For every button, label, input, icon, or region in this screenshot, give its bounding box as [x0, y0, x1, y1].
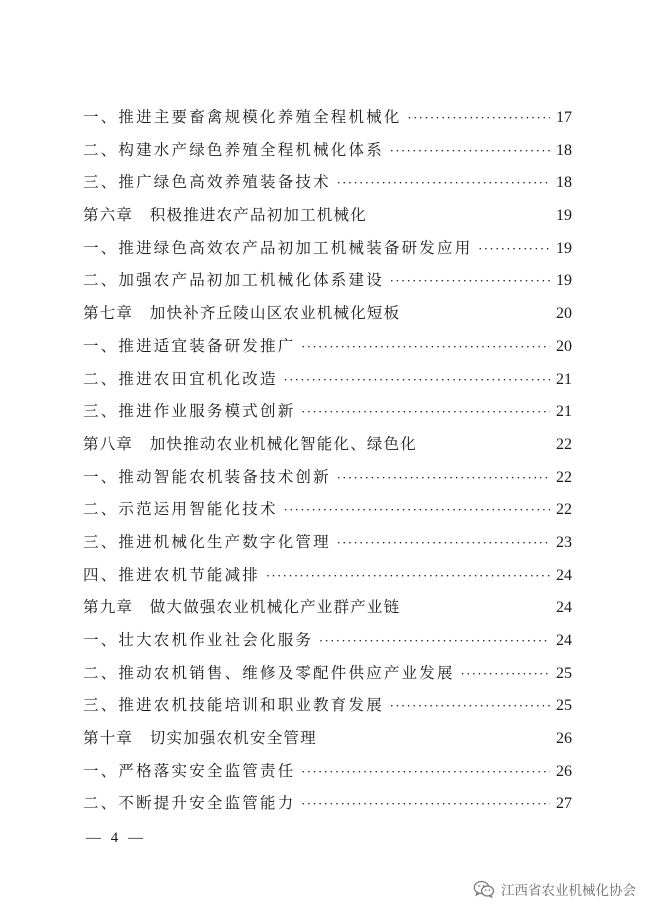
toc-chapter-row	[83, 591, 572, 624]
toc-leader-dots	[337, 167, 550, 200]
wechat-icon	[473, 880, 495, 898]
toc-section-row	[83, 755, 572, 788]
toc-page-number: 21	[556, 403, 572, 421]
toc-section-row	[83, 395, 572, 428]
toc-entry-label: 一、推进主要畜禽规模化养殖全程机械化	[83, 108, 402, 126]
toc-page-number: 23	[556, 533, 572, 551]
wechat-watermark	[473, 879, 636, 899]
toc-entry-label: 第七章 加快补齐丘陵山区农业机械化短板	[83, 304, 401, 323]
toc-section-row	[83, 689, 572, 722]
toc-page-number: 25	[556, 664, 572, 682]
toc-entry-label: 三、推进机械化生产数字化管理	[83, 532, 331, 551]
toc-page-number: 26	[556, 730, 572, 748]
toc-page-number: 19	[556, 207, 572, 225]
toc-leader-dots	[390, 690, 550, 723]
toc-entry-label: 第六章 积极推进农产品初加工机械化	[83, 206, 367, 225]
toc-leader-dots	[390, 265, 550, 298]
toc-page-number: 19	[556, 272, 572, 290]
toc-leader-dots	[301, 331, 550, 364]
toc-leader-dots	[284, 494, 550, 527]
toc-section-row	[83, 232, 572, 265]
toc-entry-label: 第九章 做大做强农业机械化产业群产业链	[83, 598, 401, 617]
toc-page-number: 22	[556, 501, 572, 519]
toc-page-number: 20	[556, 337, 572, 355]
toc-page-number: 19	[556, 239, 572, 257]
toc-entry-label: 三、推进作业服务模式创新	[83, 402, 296, 421]
toc-section-row	[83, 264, 572, 297]
toc-page-number: 24	[556, 632, 572, 649]
toc-section-row	[83, 493, 572, 526]
toc-section-row	[83, 559, 572, 592]
toc-entry-label: 一、推进适宜装备研发推广	[83, 336, 296, 355]
toc-leader-dots	[319, 625, 550, 658]
toc-page-number: 22	[556, 468, 572, 486]
toc-chapter-row	[83, 428, 572, 461]
toc-page-number: 22	[556, 435, 572, 453]
toc-section-row	[83, 624, 572, 657]
toc-entry-label: 二、不断提升安全监管能力	[83, 794, 296, 813]
toc-entry-label: 一、推动智能农机装备技术创新	[83, 467, 331, 486]
toc-leader-dots	[301, 788, 550, 821]
toc-entry-label: 第十章 切实加强农机安全管理	[83, 729, 317, 748]
toc-page-number: 18	[556, 174, 572, 192]
toc-leader-dots	[301, 396, 550, 429]
toc-entry-label: 三、推进农机技能培训和职业教育发展	[83, 696, 384, 715]
toc-section-row	[83, 363, 572, 396]
toc-leader-dots	[390, 135, 550, 168]
toc-section-row	[83, 134, 572, 167]
toc-entry-label: 二、示范运用智能化技术	[83, 500, 278, 519]
toc-section-row	[83, 330, 572, 363]
toc-page-number: 21	[556, 370, 572, 388]
toc-entry-label: 第八章 加快推动农业机械化智能化、绿色化	[83, 434, 418, 453]
toc-section-row	[83, 166, 572, 199]
toc-page-number: 25	[556, 697, 572, 715]
toc-leader-dots	[337, 462, 550, 495]
toc-page-number: 24	[556, 566, 572, 584]
toc-leader-dots	[408, 102, 550, 135]
toc-entry-label: 一、壮大农机作业社会化服务	[83, 631, 314, 649]
toc-entry-label: 二、加强农产品初加工机械化体系建设	[83, 271, 384, 290]
toc-page-number: 18	[556, 141, 572, 159]
toc-section-row	[83, 657, 572, 690]
toc-leader-dots	[478, 233, 550, 266]
watermark-text: 江西省农业机械化协会	[501, 883, 636, 899]
toc-section-row	[83, 101, 572, 134]
toc-page-number: 27	[556, 795, 572, 813]
toc-section-row	[83, 526, 572, 559]
toc-entry-label: 四、推进农机节能减排	[83, 565, 261, 584]
toc-page-number: 17	[556, 109, 572, 126]
toc-entry-label: 一、推进绿色高效农产品初加工机械装备研发应用	[83, 238, 473, 257]
toc-chapter-row	[83, 199, 572, 232]
toc-page-number: 20	[556, 305, 572, 323]
toc-leader-dots	[266, 560, 550, 593]
toc-page-number: 24	[556, 599, 572, 617]
toc-entry-label: 二、推进农田宜机化改造	[83, 369, 278, 388]
toc-entry-label: 三、推广绿色高效养殖装备技术	[83, 173, 331, 192]
toc-chapter-row	[83, 722, 572, 755]
toc-entry-label: 二、推动农机销售、维修及零配件供应产业发展	[83, 663, 455, 682]
toc-section-row	[83, 461, 572, 494]
toc-entry-label: 二、构建水产绿色养殖全程机械化体系	[83, 140, 384, 159]
toc-section-row	[83, 787, 572, 820]
toc-page-number: 26	[556, 762, 572, 780]
page-number: — 4 —	[86, 830, 146, 846]
toc-leader-dots	[301, 756, 550, 789]
toc-chapter-row	[83, 297, 572, 330]
toc-entry-label: 一、严格落实安全监管责任	[83, 761, 296, 780]
table-of-contents	[83, 101, 572, 820]
toc-leader-dots	[284, 364, 550, 397]
toc-leader-dots	[337, 527, 550, 560]
toc-leader-dots	[461, 658, 550, 691]
